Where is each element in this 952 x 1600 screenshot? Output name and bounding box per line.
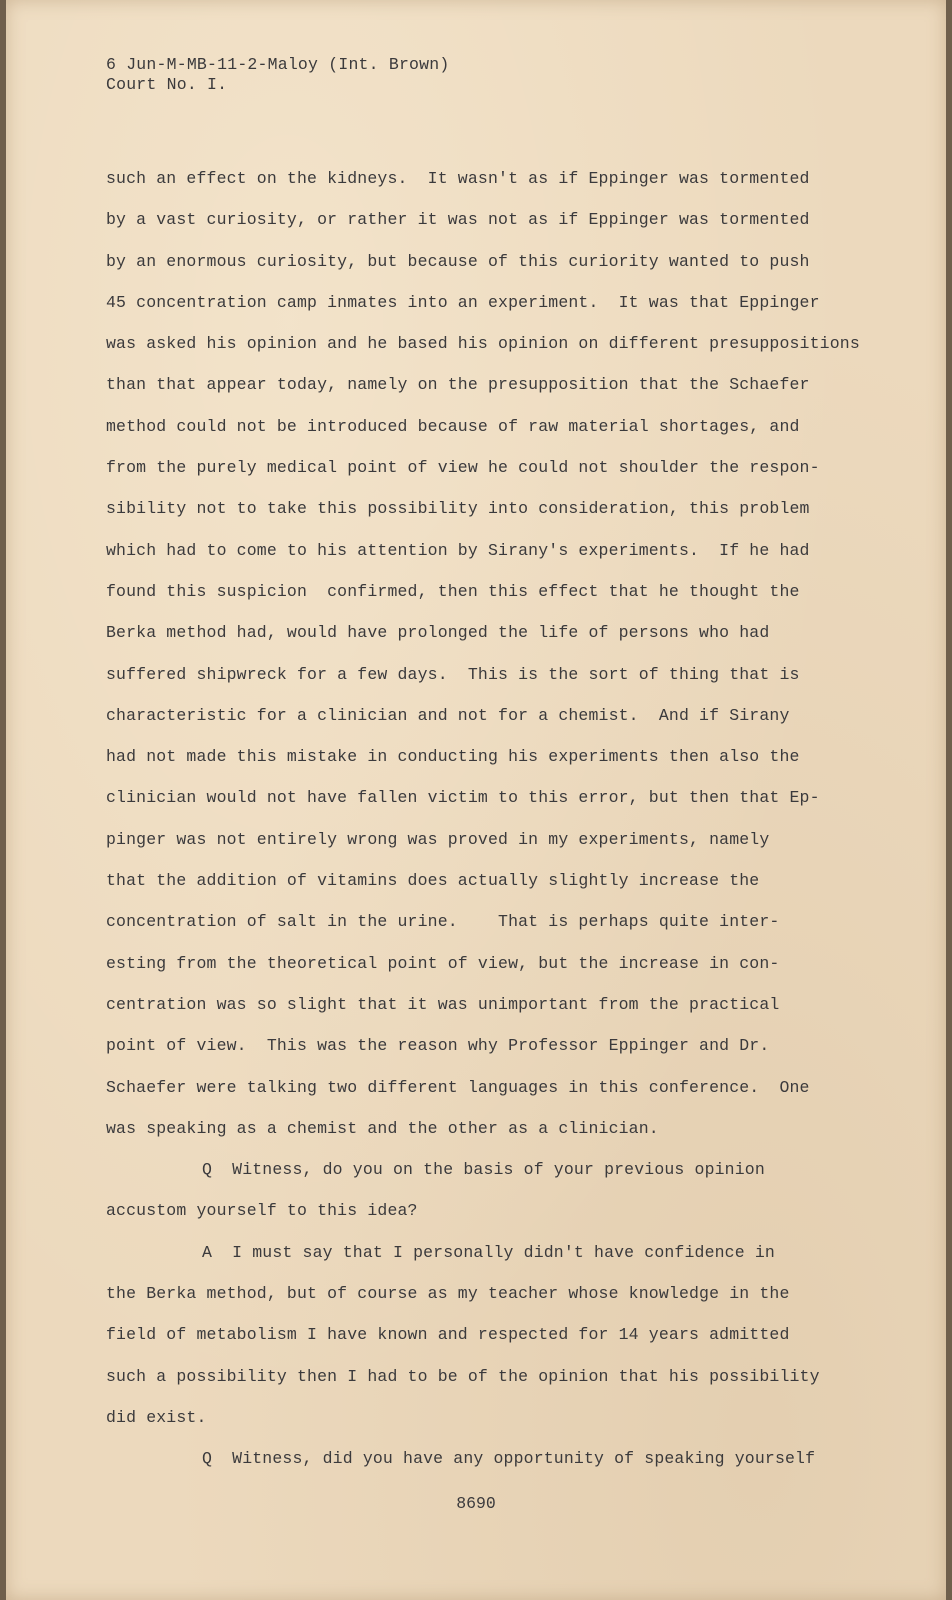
text-line: esting from the theoretical point of view, but the increase in con- bbox=[106, 953, 780, 973]
header-line-court: Court No. I. bbox=[106, 75, 228, 94]
text-line: such a possibility then I had to be of the opinion that his possibility bbox=[106, 1366, 820, 1386]
text-line: pinger was not entirely wrong was proved in my experiments, namely bbox=[106, 829, 770, 849]
text-line: from the purely medical point of view he could not shoulder the respon- bbox=[106, 458, 820, 478]
text-line: was speaking as a chemist and the other as a clinician. bbox=[106, 1118, 659, 1138]
text-line: than that appear today, namely on the presupposition that the Schaefer bbox=[106, 375, 810, 395]
question-line: Q Witness, did you have any opportunity of speaking yourself bbox=[202, 1449, 816, 1469]
text-line: Schaefer were talking two different languages in this conference. One bbox=[106, 1077, 810, 1097]
text-line: suffered shipwreck for a few days. This is the sort of thing that is bbox=[106, 664, 800, 684]
text-line: clinician would not have fallen victim to this error, but then that Ep- bbox=[106, 788, 820, 808]
text-line: had not made this mistake in conducting his experiments then also the bbox=[106, 747, 800, 767]
text-line: field of metabolism I have known and respected for 14 years admitted bbox=[106, 1325, 790, 1345]
transcript-body bbox=[106, 158, 906, 1480]
text-line: Berka method had, would have prolonged the life of persons who had bbox=[106, 623, 770, 643]
text-line: 45 concentration camp inmates into an experiment. It was that Eppinger bbox=[106, 292, 820, 312]
text-line: did exist. bbox=[106, 1407, 207, 1427]
text-line: was asked his opinion and he based his opinion on different presuppositions bbox=[106, 334, 860, 354]
text-line: the Berka method, but of course as my teacher whose knowledge in the bbox=[106, 1284, 790, 1304]
text-line: such an effect on the kidneys. It wasn't as if Eppinger was tormented bbox=[106, 169, 810, 188]
header-line-session: 6 Jun-M-MB-11-2-Maloy (Int. Brown) bbox=[106, 55, 450, 74]
page-number: 8690 bbox=[456, 1494, 496, 1513]
document-page bbox=[6, 0, 946, 1600]
text-line: characteristic for a clinician and not for a chemist. And if Sirany bbox=[106, 705, 790, 725]
text-line: point of view. This was the reason why Professor Eppinger and Dr. bbox=[106, 1036, 770, 1056]
text-line: by a vast curiosity, or rather it was not as if Eppinger was tormented bbox=[106, 210, 810, 230]
text-line: centration was so slight that it was unimportant from the practical bbox=[106, 994, 780, 1014]
question-line: Q Witness, do you on the basis of your previous opinion bbox=[202, 1160, 765, 1180]
text-line: concentration of salt in the urine. That is perhaps quite inter- bbox=[106, 912, 780, 932]
text-line: sibility not to take this possibility into consideration, this problem bbox=[106, 499, 810, 519]
text-line: which had to come to his attention by Sirany's experiments. If he had bbox=[106, 540, 810, 560]
text-line: found this suspicion confirmed, then this effect that he thought the bbox=[106, 581, 800, 601]
document-header bbox=[106, 55, 449, 95]
answer-line: A I must say that I personally didn't have confidence in bbox=[202, 1242, 775, 1262]
text-line: accustom yourself to this idea? bbox=[106, 1201, 418, 1221]
text-line: by an enormous curiosity, but because of this curiority wanted to push bbox=[106, 251, 810, 271]
text-line: that the addition of vitamins does actually slightly increase the bbox=[106, 871, 760, 891]
text-line: method could not be introduced because of raw material shortages, and bbox=[106, 416, 800, 436]
